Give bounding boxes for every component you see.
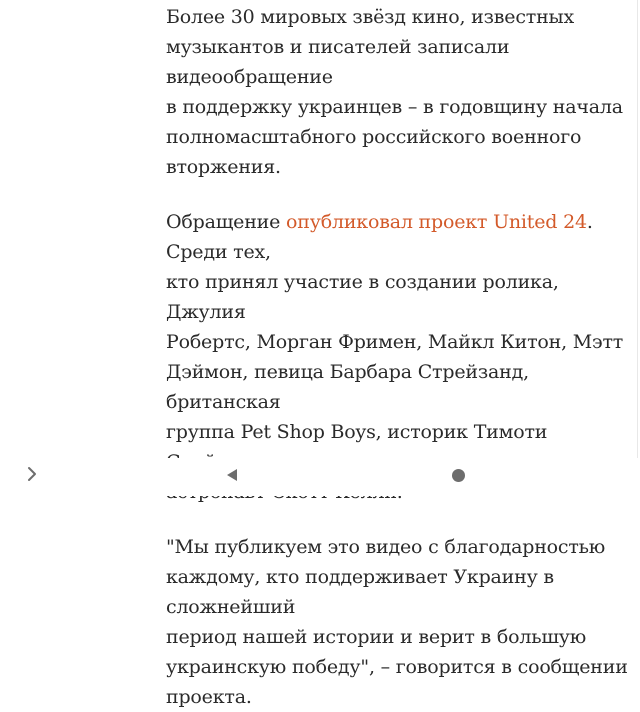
article-paragraph-3: "Мы публикуем это видео с благодарностью каждому, кто поддерживает Украину в сложнейший период нашей истории и верит в большую украинскую победу", – говорится в сообщении проекта.	[166, 536, 628, 708]
chevron-right-icon[interactable]	[24, 466, 40, 482]
paragraph-2-rest: . Среди тех, кто принял участие в создании ролика, Джулия Робертс, Морган Фримен, Майкл Китон, Мэтт Дэймон, певица Барбара Стрейзанд, британская группа Pet Shop Boys, историк Тимоти	[166, 211, 624, 443]
paragraph-2-lead: Обращение	[166, 211, 287, 233]
scroll-edge-divider	[637, 0, 638, 496]
article-paragraph-1: Более 30 мировых звёзд кино, известных музыкантов и писателей записали видеообращение в поддержку украинцев – в годовщину начала полномасштабного российского военного вторжения.	[166, 6, 623, 178]
back-triangle-icon[interactable]	[225, 468, 239, 482]
united24-link[interactable]: опубликовал проект United 24	[286, 211, 587, 233]
article-body	[166, 2, 636, 712]
home-circle-icon[interactable]	[452, 469, 465, 482]
system-navigation-bar	[0, 458, 640, 496]
